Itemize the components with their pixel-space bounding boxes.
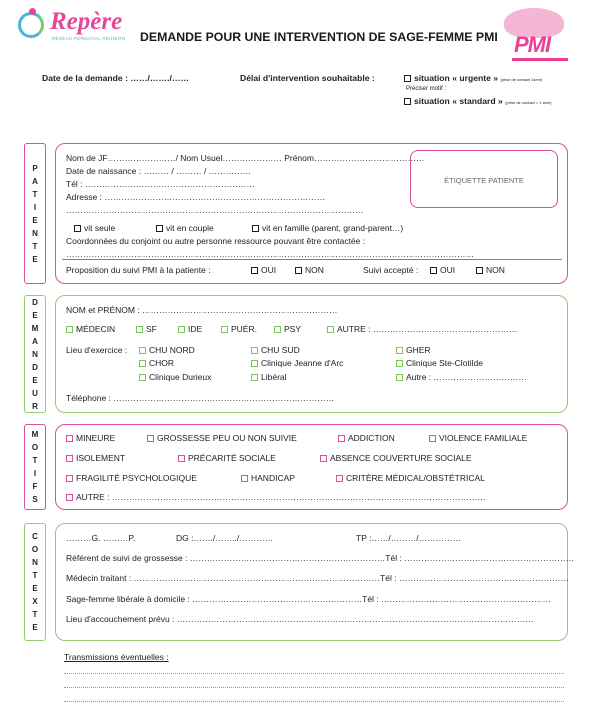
option-vit-famille[interactable]: vit en famille (parent, grand-parent…) [252,223,403,233]
place-chor[interactable]: CHOR [139,358,174,368]
role-ide[interactable]: IDE [178,324,202,334]
motive-violence-checkbox[interactable] [429,435,436,442]
request-date: Date de la demande : ……/……./…… [42,73,190,83]
motive-isolement[interactable]: ISOLEMENT [66,453,125,463]
proposal-oui[interactable]: OUI [251,265,276,275]
motive-isolement-checkbox[interactable] [66,455,73,462]
motive-critere-checkbox[interactable] [336,475,343,482]
transmissions-line[interactable] [64,687,564,688]
pmi-logo-text: PMI [514,32,551,57]
proposal-oui-checkbox[interactable] [251,267,258,274]
role-psy-checkbox[interactable] [274,326,281,333]
pmi-logo [504,8,572,62]
logo-ring-icon [18,12,44,38]
delay-label: Délai d'intervention souhaitable : [240,73,375,83]
role-sf[interactable]: SF [136,324,157,334]
motive-precarite-checkbox[interactable] [178,455,185,462]
place-gher-checkbox[interactable] [396,347,403,354]
place-chu-nord-checkbox[interactable] [139,347,146,354]
accepted-non[interactable]: NON [476,265,505,275]
transmissions-line[interactable] [64,701,564,702]
role-medecin-checkbox[interactable] [66,326,73,333]
birth-date-field[interactable]: Date de naissance : ……… / ……… / …………… [66,166,252,176]
tp-field[interactable]: TP :……/………/…………… [356,533,462,543]
patient-name-field[interactable]: Nom de JF……………………/ Nom Usuel………………… Prénom………………………………… [66,153,425,163]
motive-couverture-checkbox[interactable] [320,455,327,462]
pmi-underline [512,58,568,61]
role-medecin[interactable]: MÉDECIN [66,324,115,334]
option-vit-couple[interactable]: vit en couple [156,223,214,233]
vit-famille-checkbox[interactable] [252,225,259,232]
medecin-traitant-field[interactable]: Médecin traitant : ……………………………………………………………………………Tél : …………………………………………………… [66,573,569,583]
accepted-oui-checkbox[interactable] [430,267,437,274]
urgent-checkbox[interactable] [404,75,411,82]
patient-side-label: P A T I E N T E [24,143,46,284]
referent-field[interactable]: Référent de suivi de grossesse : ……………………………………………………………Tél : …………………………………………………… [66,553,575,563]
place-ste-clotilde-checkbox[interactable] [396,360,403,367]
place-gher[interactable]: GHER [396,345,431,355]
motive-addiction-checkbox[interactable] [338,435,345,442]
address-field[interactable]: Adresse : …………………………………………………………………… [66,192,326,202]
place-chu-sud-checkbox[interactable] [251,347,258,354]
transmissions-line[interactable] [64,673,564,674]
place-chor-checkbox[interactable] [139,360,146,367]
motive-grossesse[interactable]: GROSSESSE PEU OU NON SUIVIE [147,433,297,443]
place-autre-checkbox[interactable] [396,374,403,381]
motive-handicap-checkbox[interactable] [241,475,248,482]
standard-label: situation « standard » [414,96,503,106]
logo-dot-icon [29,8,36,15]
motive-critere[interactable]: CRITÈRE MÉDICAL/OBSTÉTRICAL [336,473,485,483]
address-field-line2[interactable]: …………………………………………………………………………………………… [66,205,364,215]
proposal-non[interactable]: NON [295,265,324,275]
place-chu-nord[interactable]: CHU NORD [139,345,195,355]
patient-divider [62,259,562,260]
place-jeanne-darc[interactable]: Clinique Jeanne d'Arc [251,358,343,368]
patient-label-text: ÉTIQUETTE PATIENTE [444,176,524,185]
gravidity-parity-field[interactable]: ………G. ………P. [66,533,136,543]
motive-fragilite[interactable]: FRAGILITÉ PSYCHOLOGIQUE [66,473,197,483]
place-durieux-checkbox[interactable] [139,374,146,381]
accepted-oui[interactable]: OUI [430,265,455,275]
page-title: DEMANDE POUR UNE INTERVENTION DE SAGE-FEMME PMI [140,30,498,44]
contact-person-field[interactable]: ……………………………………………………………………………………………………………………………… [66,249,474,259]
motive-autre-checkbox[interactable] [66,494,73,501]
accepted-non-checkbox[interactable] [476,267,483,274]
delivery-place-field[interactable]: Lieu d'accouchement prévu : ……………………………………………………………………………………………………………… [66,614,534,624]
vit-seule-checkbox[interactable] [74,225,81,232]
role-autre[interactable]: AUTRE : …………………………………………… [327,324,517,334]
logo-subtitle: RÉSEAU PÉRINATAL RÉUNION [52,36,126,41]
motive-handicap[interactable]: HANDICAP [241,473,295,483]
place-autre[interactable]: Autre : …………………………… [396,372,527,382]
urgent-label: situation « urgente » [414,73,499,83]
motive-violence[interactable]: VIOLENCE FAMILIALE [429,433,527,443]
motive-autre[interactable]: AUTRE : …………………………………………………………………………………………………………………… [66,492,486,502]
place-ste-clotilde[interactable]: Clinique Ste-Clotilde [396,358,483,368]
motives-side-label: M O T I F S [24,424,46,510]
standard-note: (prise de contact > 1 sem) [505,100,552,105]
patient-label-box [410,150,558,208]
standard-option[interactable] [404,96,552,106]
preciser-motif: Préciser motif : [406,86,447,92]
motive-mineure-checkbox[interactable] [66,435,73,442]
requester-phone-field[interactable]: Téléphone : …………………………………………………………………… [66,393,335,403]
place-durieux[interactable]: Clinique Durieux [139,372,211,382]
place-liberal[interactable]: Libéral [251,372,287,382]
patient-phone-field[interactable]: Tél : …………………………………………………… [66,179,255,189]
motive-precarite[interactable]: PRÉCARITÉ SOCIALE [178,453,276,463]
logo-name: Repère [50,8,123,35]
contact-person-label: Coordonnées du conjoint ou autre personne ressource pouvant être contactée : [66,236,366,246]
motive-addiction[interactable]: ADDICTION [338,433,395,443]
role-sf-checkbox[interactable] [136,326,143,333]
requester-name-field[interactable]: NOM et PRÉNOM : …………………………………………………………… [66,305,338,315]
role-puer-checkbox[interactable] [221,326,228,333]
proposal-non-checkbox[interactable] [295,267,302,274]
role-autre-checkbox[interactable] [327,326,334,333]
transmissions-label: Transmissions éventuelles : [64,652,169,662]
pmi-proposal-label: Proposition du suivi PMI à la patiente : [66,265,211,275]
place-jeanne-darc-checkbox[interactable] [251,360,258,367]
place-liberal-checkbox[interactable] [251,374,258,381]
urgent-option[interactable] [404,73,542,83]
practice-place-label: Lieu d'exercice : [66,345,128,355]
motive-fragilite-checkbox[interactable] [66,475,73,482]
accepted-label: Suivi accepté : [363,265,419,275]
vit-couple-checkbox[interactable] [156,225,163,232]
urgent-note: (prise de contact 1sem) [500,77,543,82]
sage-femme-field[interactable]: Sage-femme libérale à domicile : ……………………………………………………Tél : …………………………………………………… [66,594,552,604]
role-psy[interactable]: PSY [274,324,301,334]
motive-grossesse-checkbox[interactable] [147,435,154,442]
option-vit-seule[interactable]: vit seule [74,223,115,233]
requester-side-label: D E M A N D E U R [24,295,46,413]
motive-mineure[interactable]: MINEURE [66,433,115,443]
dg-field[interactable]: DG :……./……../………… [176,533,274,543]
role-ide-checkbox[interactable] [178,326,185,333]
place-chu-sud[interactable]: CHU SUD [251,345,300,355]
context-side-label: C O N T E X T E [24,523,46,641]
role-puer[interactable]: PUÉR. [221,324,257,334]
motive-couverture[interactable]: ABSENCE COUVERTURE SOCIALE [320,453,472,463]
standard-checkbox[interactable] [404,98,411,105]
